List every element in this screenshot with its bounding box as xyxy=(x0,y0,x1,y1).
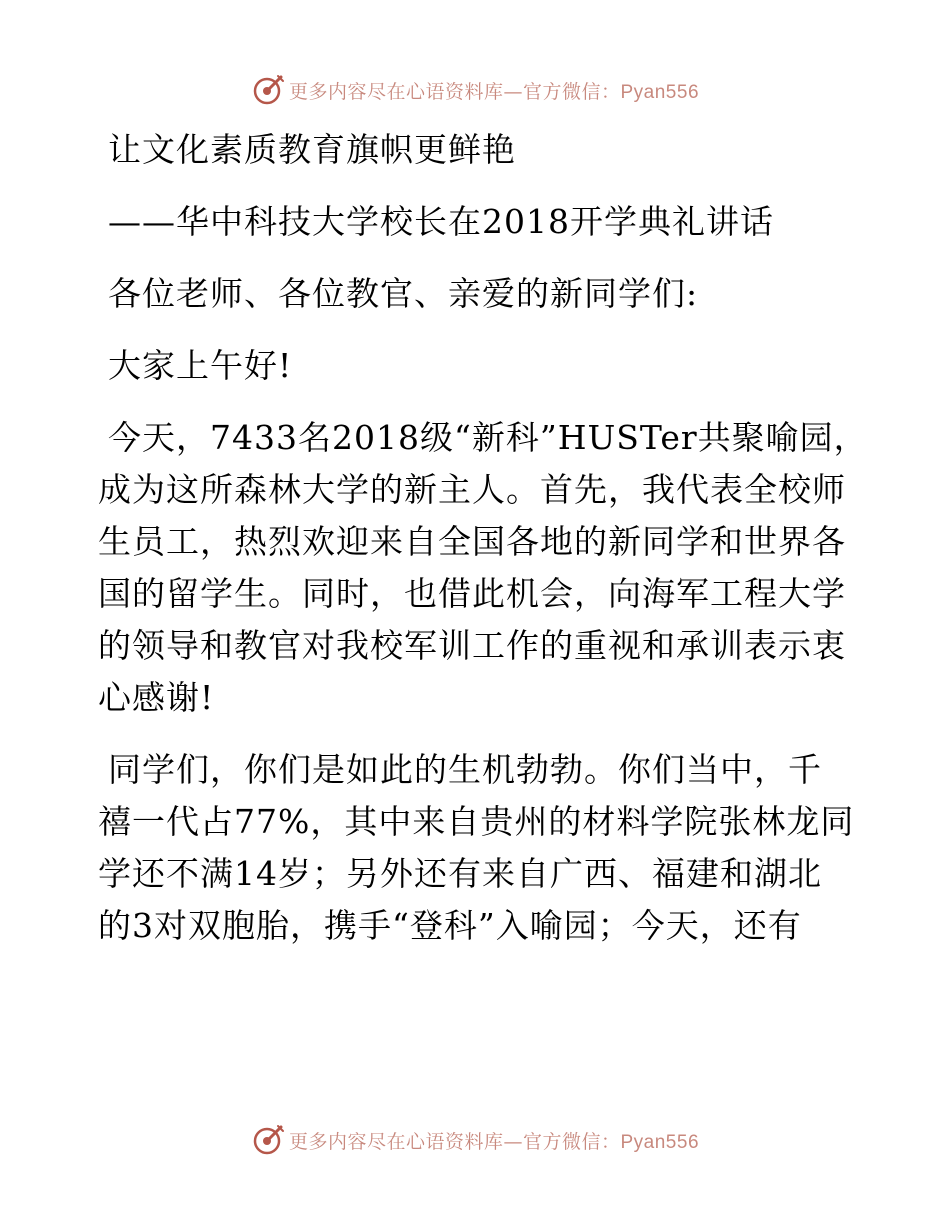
greeting: 大家上午好! xyxy=(108,346,293,385)
paragraph-1-line: 生员工，热烈欢迎来自全国各地的新同学和世界各 xyxy=(98,522,846,561)
document-title: 让文化素质教育旗帜更鲜艳 xyxy=(108,130,516,169)
paragraph-2 xyxy=(98,744,858,952)
watermark-handle: Pyan556 xyxy=(620,1131,700,1153)
watermark-inner xyxy=(251,73,699,107)
watermark-inner xyxy=(251,1123,699,1157)
watermark-middle: 官方微信： xyxy=(522,1130,621,1153)
paragraph-1-line: 成为这所森林大学的新主人。首先，我代表全校师 xyxy=(98,470,846,509)
paragraph-1-line: 的领导和教官对我校军训工作的重视和承训表示衷 xyxy=(98,626,846,665)
watermark-banner-bottom xyxy=(0,1118,950,1162)
document-body xyxy=(98,118,868,952)
pen-logo-icon xyxy=(251,73,285,107)
watermark-text xyxy=(289,77,699,104)
watermark-dash: — xyxy=(503,1130,523,1153)
paragraph-2-line: 学还不满14岁；另外还有来自广西、福建和湖北 xyxy=(98,854,822,893)
paragraph-2-line: 禧一代占77%，其中来自贵州的材料学院张林龙同 xyxy=(98,802,855,841)
watermark-handle: Pyan556 xyxy=(620,81,700,103)
watermark-prefix: 更多内容尽在心语资料库 xyxy=(288,80,504,103)
salutation: 各位老师、各位教官、亲爱的新同学们: xyxy=(108,274,699,313)
pen-logo-icon xyxy=(251,1123,285,1157)
paragraph-1-line: 今天，7433名2018级“新科”HUSTer共聚喻园， xyxy=(108,418,868,457)
watermark-text xyxy=(289,1127,699,1154)
watermark-dash: — xyxy=(503,80,523,103)
watermark-banner-top xyxy=(0,68,950,112)
paragraph-1-line: 国的留学生。同时，也借此机会，向海军工程大学 xyxy=(98,574,846,613)
document-subtitle: ——华中科技大学校长在2018开学典礼讲话 xyxy=(108,202,774,241)
paragraph-1 xyxy=(98,412,868,724)
paragraph-2-line: 的3对双胞胎，携手“登科”入喻园；今天，还有 xyxy=(98,906,802,945)
paragraph-2-line: 同学们，你们是如此的生机勃勃。你们当中，千 xyxy=(108,750,822,789)
watermark-prefix: 更多内容尽在心语资料库 xyxy=(288,1130,504,1153)
paragraph-1-line: 心感谢! xyxy=(98,678,215,717)
watermark-middle: 官方微信： xyxy=(522,80,621,103)
